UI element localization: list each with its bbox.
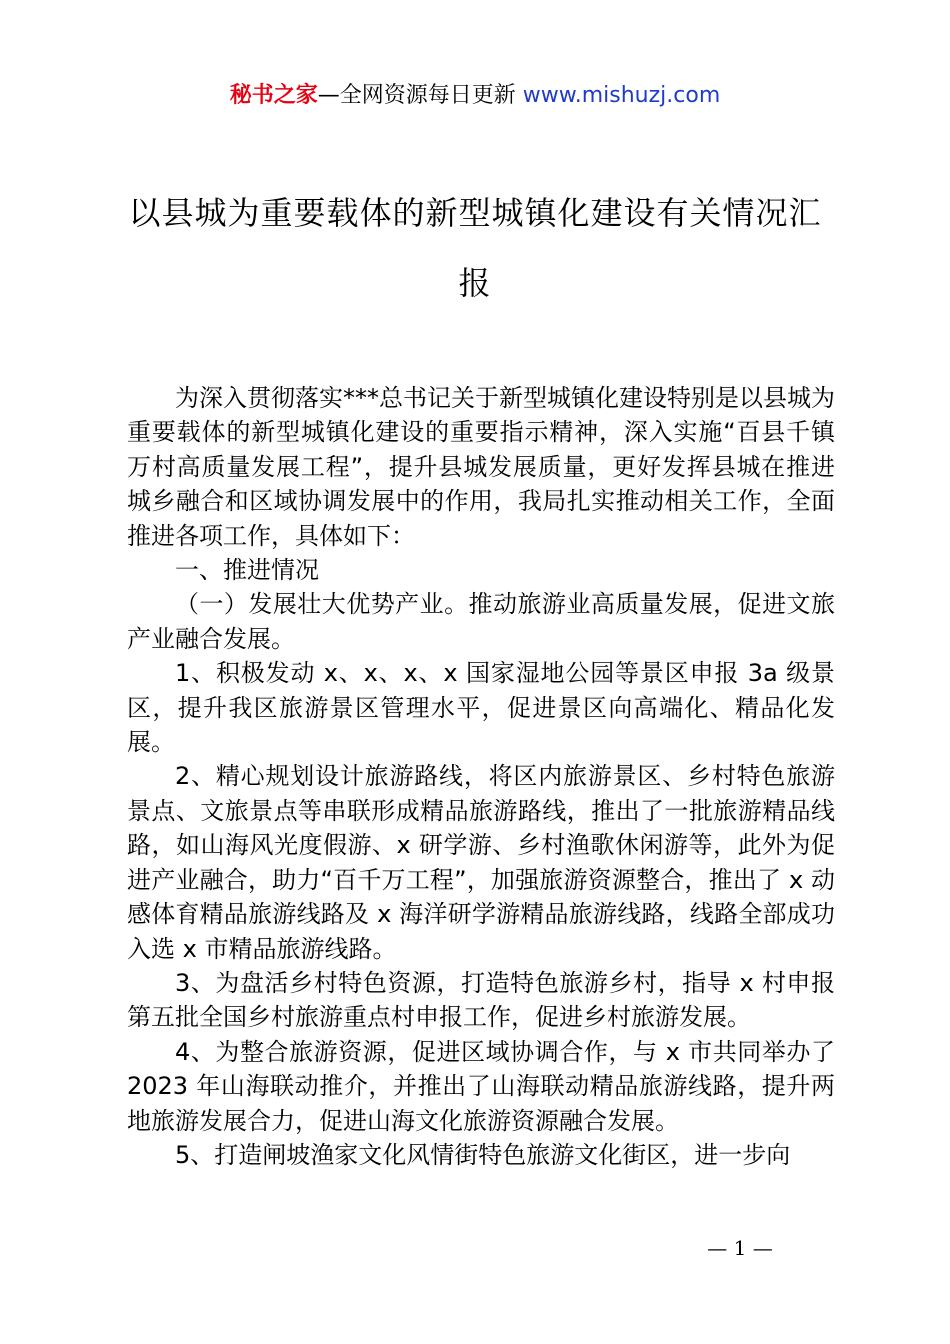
brand-name: 秘书之家	[229, 83, 318, 108]
site-header	[0, 80, 950, 112]
body-paragraph: 为深入贯彻落实***总书记关于新型城镇化建设特别是以县城为重要载体的新型城镇化建设的重要指示精神，深入实施“百县千镇万村高质量发展工程”，提升县城发展质量，更好发挥县城在推进城乡融合和区域协调发展中的作用，我局扎实推动相关工作，全面推进各项工作，具体如下：	[127, 384, 835, 550]
section-heading: 一、推进情况	[175, 556, 319, 585]
document-body	[127, 381, 835, 1172]
site-url[interactable]: www.mishuzj.com	[522, 83, 721, 108]
document-title: 以县城为重要载体的新型城镇化建设有关情况汇报	[128, 194, 822, 302]
subsection-heading: （一）发展壮大优势产业。推动旅游业高质量发展，促进文旅产业融合发展。	[127, 590, 835, 653]
body-paragraph: 3、为盘活乡村特色资源，打造特色旅游乡村，指导 x 村申报第五批全国乡村旅游重点村申报工作，促进乡村旅游发展。	[127, 968, 835, 1032]
body-paragraph: 4、为整合旅游资源，促进区域协调合作，与 x 市共同举办了 2023 年山海联动推介，并推出了山海联动精品旅游线路，提升两地旅游发展合力，促进山海文化旅游资源融合发展。	[127, 1037, 835, 1135]
body-paragraph: 2、精心规划设计旅游路线，将区内旅游景区、乡村特色旅游景点、文旅景点等串联形成精品旅游路线，推出了一批旅游精品线路，如山海风光度假游、x 研学游、乡村渔歌休闲游等，此外为促进产业融合，助力“百千万工程”，加强旅游资源整合，推出了 x 动感体育精品旅游线路及 x 海洋研学游精品旅游线路，线路全部成功入选 x 市精品旅游线路。	[127, 762, 835, 963]
body-paragraph: 1、积极发动 x、x、x、x 国家湿地公园等景区申报 3a 级景区，提升我区旅游景区管理水平，促进景区向高端化、精品化发展。	[127, 659, 835, 757]
body-paragraph: 5、打造闸坡渔家文化风情街特色旅游文化街区，进一步向	[175, 1140, 791, 1169]
page-number: — 1 —	[707, 1236, 773, 1260]
header-tagline: —全网资源每日更新	[317, 83, 516, 108]
